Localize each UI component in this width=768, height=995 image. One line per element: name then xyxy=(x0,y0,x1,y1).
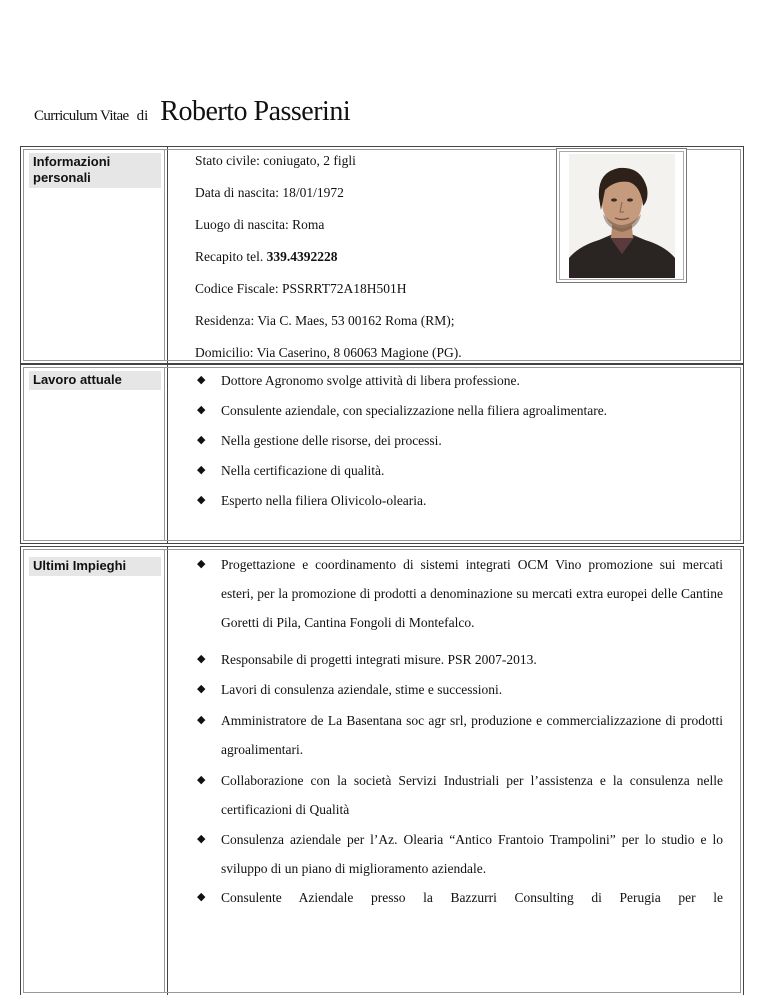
label-cell xyxy=(21,547,168,995)
diamond-bullet-icon: ◆ xyxy=(197,404,206,416)
list-item-text: Dottore Agronomo svolge attività di libera professione. xyxy=(221,373,520,388)
cv-title-prefix: Curriculum Vitae xyxy=(34,108,129,124)
personal-marital-status: Stato civile: coniugato, 2 figli xyxy=(195,153,356,168)
diamond-bullet-icon: ◆ xyxy=(197,558,206,570)
phone-number: 339.4392228 xyxy=(266,249,338,264)
list-item-text: Nella certificazione di qualità. xyxy=(221,463,385,478)
personal-domicile: Domicilio: Via Caserino, 8 06063 Magione (PG). xyxy=(195,345,462,360)
portrait-image xyxy=(569,154,675,278)
label-cell xyxy=(21,365,168,543)
personal-fiscal-code: Codice Fiscale: PSSRRT72A18H501H xyxy=(195,281,407,296)
section-recent-jobs xyxy=(20,546,744,995)
diamond-bullet-icon: ◆ xyxy=(197,434,206,446)
list-item-text: Esperto nella filiera Olivicolo-olearia. xyxy=(221,493,427,508)
cv-title xyxy=(34,96,350,128)
cv-title-name: Roberto Passerini xyxy=(160,96,351,127)
list-item-text: Progettazione e coordinamento di sistemi integrati OCM Vino promozione sui mercati esteri, per la promozione di prodotti a denominazione su mercati extra europei delle Cantine Goretti di Pila, Cantina Fongoli di Montefalco. xyxy=(221,557,723,630)
personal-phone xyxy=(195,249,337,265)
list-item-text: Consulenza aziendale per l’Az. Olearia “Antico Frantoio Trampolini” per lo studio e lo sviluppo di un piano di miglioramento aziendale. xyxy=(221,832,723,876)
personal-birth-date: Data di nascita: 18/01/1972 xyxy=(195,185,344,200)
list-item-text: Consulente aziendale, con specializzazione nella filiera agroalimentare. xyxy=(221,403,608,418)
diamond-bullet-icon: ◆ xyxy=(197,833,206,845)
section-label-current-job: Lavoro attuale xyxy=(29,371,161,390)
list-item-text: Collaborazione con la società Servizi Industriali per l’assistenza e la consulenza nelle certificazioni di Qualità xyxy=(221,773,723,817)
profile-photo xyxy=(569,154,675,278)
diamond-bullet-icon: ◆ xyxy=(197,653,206,665)
cv-title-di: di xyxy=(136,108,149,124)
diamond-bullet-icon: ◆ xyxy=(197,891,206,903)
list-item-text: Amministratore de La Basentana soc agr srl, produzione e commercializzazione di prodotti agroalimentari. xyxy=(221,713,723,757)
section-current-job xyxy=(20,364,744,544)
diamond-bullet-icon: ◆ xyxy=(197,774,206,786)
personal-birth-place: Luogo di nascita: Roma xyxy=(195,217,325,232)
list-item-text: Responsabile di progetti integrati misure. PSR 2007-2013. xyxy=(221,652,537,667)
list-item-text: Nella gestione delle risorse, dei processi. xyxy=(221,433,442,448)
list-item-text: Lavori di consulenza aziendale, stime e successioni. xyxy=(221,682,503,697)
section-label-personal: Informazioni personali xyxy=(29,153,161,188)
section-label-recent-jobs: Ultimi Impieghi xyxy=(29,557,161,576)
profile-photo-frame xyxy=(556,148,687,283)
diamond-bullet-icon: ◆ xyxy=(197,714,206,726)
diamond-bullet-icon: ◆ xyxy=(197,464,206,476)
diamond-bullet-icon: ◆ xyxy=(197,494,206,506)
diamond-bullet-icon: ◆ xyxy=(197,683,206,695)
label-cell xyxy=(21,147,168,363)
list-item-text: Consulente Aziendale presso la Bazzurri Consulting di Perugia per le xyxy=(221,890,723,905)
personal-residence: Residenza: Via C. Maes, 53 00162 Roma (RM); xyxy=(195,313,455,328)
diamond-bullet-icon: ◆ xyxy=(197,374,206,386)
phone-prefix: Recapito tel. xyxy=(195,249,267,264)
